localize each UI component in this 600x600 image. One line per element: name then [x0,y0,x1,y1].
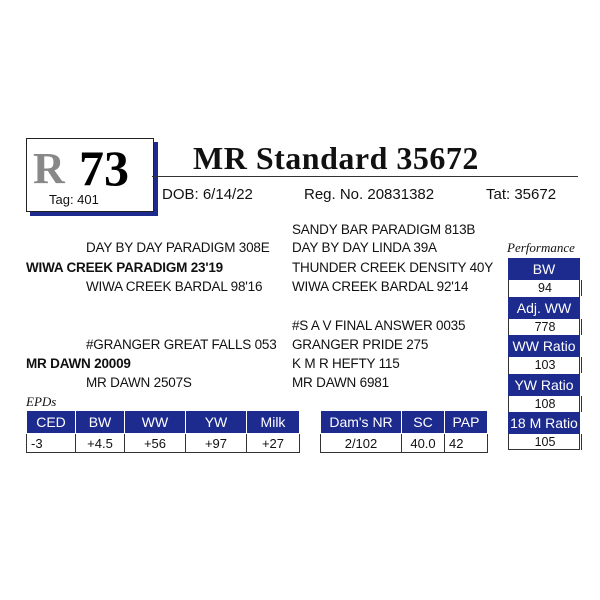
dam-sire-dam: GRANGER PRIDE 275 [292,337,429,352]
animal-title: MR Standard 35672 [193,140,479,176]
dam-stats-table [320,410,488,453]
dam-sire-sire: #S A V FINAL ANSWER 0035 [292,318,466,333]
perf-bw-header: BW [508,258,580,280]
epd-header-milk: Milk [247,411,300,434]
sc-header: SC [402,411,445,434]
sire: WIWA CREEK PARADIGM 23'19 [26,260,223,275]
performance-label: Performance [507,240,575,255]
perf-adj-ww-value: 778 [508,319,582,335]
epd-header-yw: YW [186,411,247,434]
dam-stats-header-row [321,411,488,434]
perf-yw-ratio-value: 108 [508,396,582,412]
epd-header-ww: WW [125,411,186,434]
lot-number: 73 [79,140,129,196]
epd-value-ced: -3 [27,434,76,453]
epds-label: EPDs [26,394,57,409]
epd-table [26,410,300,453]
dam-dam-dam: MR DAWN 6981 [292,375,389,390]
epd-header-bw: BW [76,411,125,434]
perf-18m-ratio-value: 105 [508,434,582,450]
pap-header: PAP [445,411,488,434]
perf-bw-value: 94 [508,280,582,296]
sire-sire: DAY BY DAY PARADIGM 308E [86,240,270,255]
dam-stats-value-row [321,434,488,453]
sc-value: 40.0 [402,434,445,453]
pap-value: 42 [445,434,488,453]
epd-value-ww: +56 [125,434,186,453]
epd-header-row [27,411,300,434]
sire-sire-sire: SANDY BAR PARADIGM 813B [292,222,476,237]
lot-box [26,138,154,212]
sire-sire-dam: DAY BY DAY LINDA 39A [292,240,437,255]
perf-ww-ratio-header: WW Ratio [508,335,580,357]
dam: MR DAWN 20009 [26,356,131,371]
dob: DOB: 6/14/22 [162,186,253,203]
registration-number: Reg. No. 20831382 [304,186,435,203]
dam-dam-sire: K M R HEFTY 115 [292,356,400,371]
perf-ww-ratio-value: 103 [508,357,582,373]
sire-dam-dam: WIWA CREEK BARDAL 92'14 [292,279,469,294]
perf-yw-ratio-header: YW Ratio [508,374,580,396]
perf-18m-ratio-header: 18 M Ratio [508,412,580,434]
dam-nr-header: Dam's NR [321,411,402,434]
dam-nr-value: 2/102 [321,434,402,453]
tattoo: Tat: 35672 [486,186,557,203]
dam-sire: #GRANGER GREAT FALLS 053 [86,337,277,352]
epd-value-milk: +27 [247,434,300,453]
sire-dam-sire: THUNDER CREEK DENSITY 40Y [292,260,494,275]
dam-dam: MR DAWN 2507S [86,375,192,390]
epd-header-ced: CED [27,411,76,434]
perf-adj-ww-header: Adj. WW [508,297,580,319]
sire-dam: WIWA CREEK BARDAL 98'16 [86,279,263,294]
epd-value-row [27,434,300,453]
epd-value-yw: +97 [186,434,247,453]
tag-label: Tag: 401 [49,192,99,207]
epd-value-bw: +4.5 [76,434,125,453]
ranch-logo: R [33,144,63,193]
